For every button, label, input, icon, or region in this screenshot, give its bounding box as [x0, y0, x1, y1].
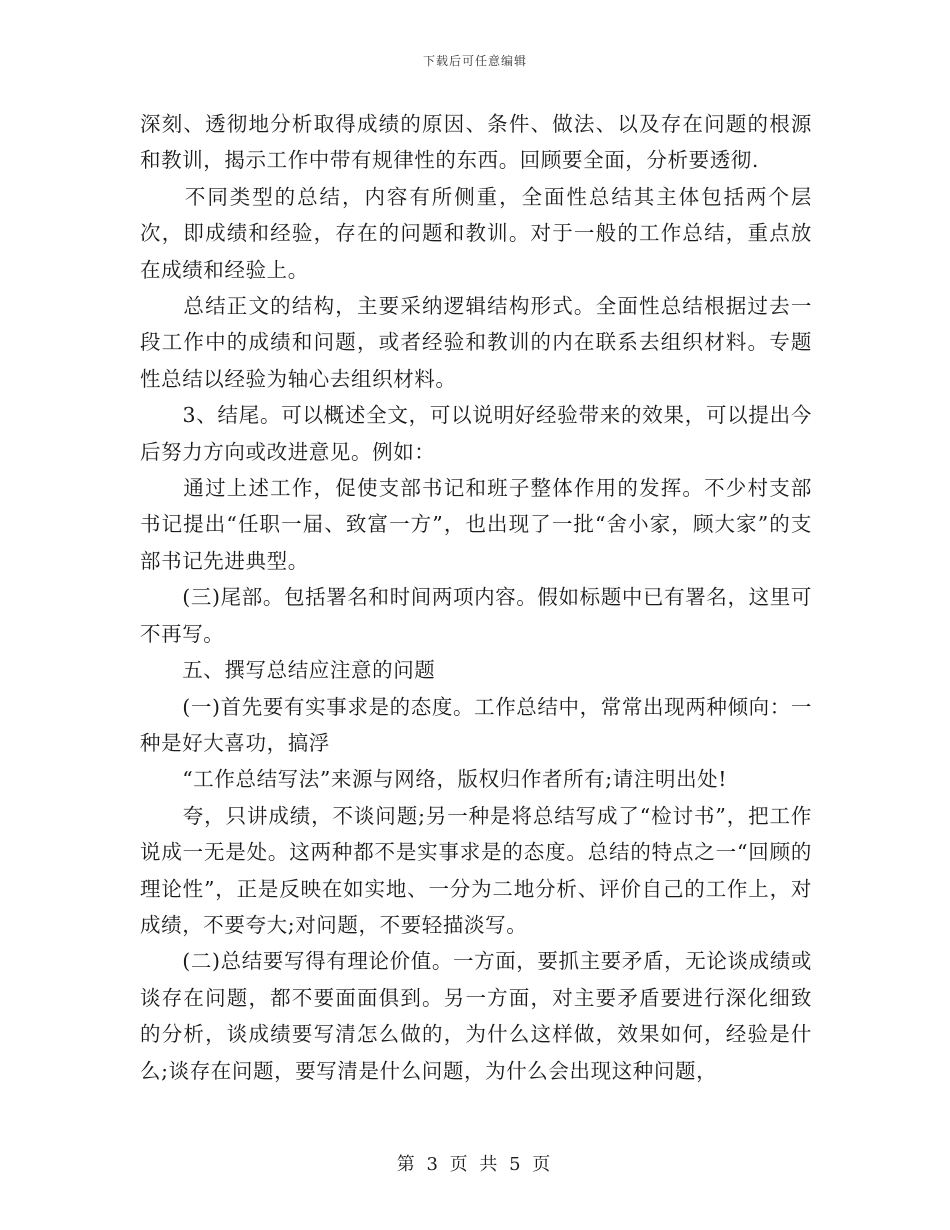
paragraph-analysis: 深刻、透彻地分析取得成绩的原因、条件、做法、以及存在问题的根源和教训，揭示工作中带有规律性的东西。回顾要全面，分析要透彻.: [140, 112, 812, 173]
paragraph-example: 通过上述工作，促使支部书记和班子整体作用的发挥。不少村支部书记提出“任职一届、致富一方”，也出现了一批“舍小家，顾大家”的支部书记先进典型。: [140, 476, 812, 573]
document-body: [140, 106, 812, 1089]
section-heading-five: 五、撰写总结应注意的问题: [140, 658, 436, 683]
paragraph-point-two: (二)总结要写得有理论价值。一方面，要抓主要矛盾，无论谈成绩或谈存在问题，都不要面面俱到。另一方面，对主要矛盾要进行深化细致的分析，谈成绩要写清怎么做的，为什么这样做，效果如何，经验是什么;谈存在问题，要写清是什么问题，为什么会出现这种问题，: [140, 949, 812, 1083]
paragraph-ending: 3、结尾。可以概述全文，可以说明好经验带来的效果，可以提出今后努力方向或改进意见。例如：: [140, 403, 812, 464]
paragraph-summary-types: 不同类型的总结，内容有所侧重，全面性总结其主体包括两个层次，即成绩和经验，存在的问题和教训。对于一般的工作总结，重点放在成绩和经验上。: [140, 184, 812, 282]
page-header: 下载后可任意编辑: [422, 54, 527, 68]
paragraph-point-one-continued: 夸，只讲成绩，不谈问题;另一种是将总结写成了“检讨书”，把工作说成一无是处。这两种都不是实事求是的态度。总结的特点之一“回顾的理论性”，正是反映在如实地、一分为二地分析、评价自己的工作上，对成绩，不要夸大;对问题，不要轻描淡写。: [140, 803, 812, 937]
paragraph-tail: (三)尾部。包括署名和时间两项内容。假如标题中已有署名，这里可不再写。: [140, 585, 812, 646]
paragraph-source-note: “工作总结写法”来源与网络，版权归作者所有;请注明出处!: [140, 767, 728, 792]
paragraph-point-one: (一)首先要有实事求是的态度。工作总结中，常常出现两种倾向：一种是好大喜功，搞浮: [140, 694, 812, 755]
page-number: 第 3 页 共 5 页: [396, 1154, 554, 1175]
paragraph-body-structure: 总结正文的结构，主要采纳逻辑结构形式。全面性总结根据过去一段工作中的成绩和问题，或者经验和教训的内在联系去组织材料。专题性总结以经验为轴心去组织材料。: [140, 294, 812, 391]
